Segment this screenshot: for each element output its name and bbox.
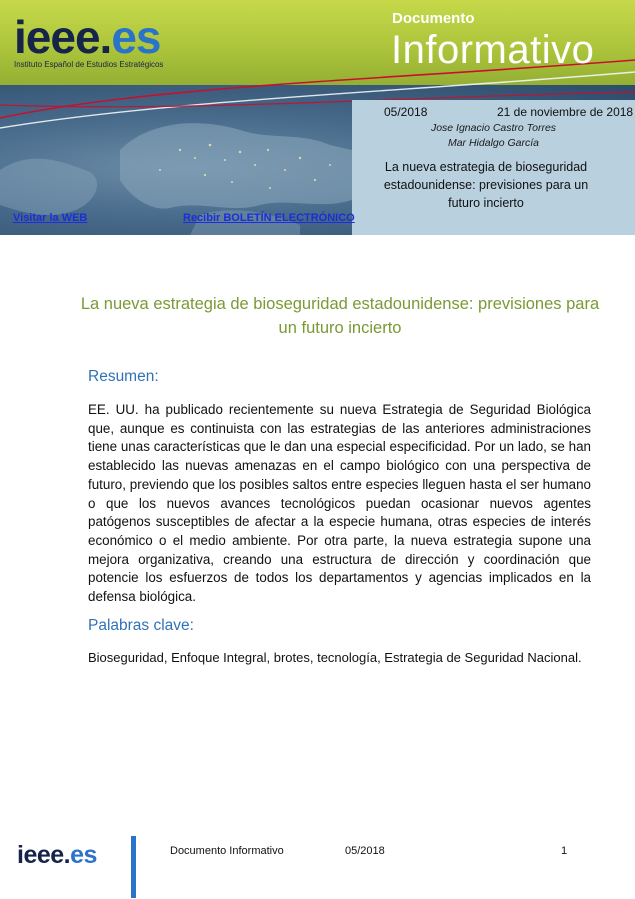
footer-doc-number: 05/2018	[345, 845, 385, 857]
keywords-heading: Palabras clave:	[88, 617, 194, 634]
footer-logo-dark: ieee.	[17, 841, 71, 869]
author-1: Jose Ignacio Castro Torres	[430, 122, 557, 134]
header-banner	[0, 0, 635, 235]
logo-word-light: es	[111, 11, 161, 63]
doc-kind-big: Informativo	[391, 28, 595, 72]
logo-subtitle: Instituto Español de Estudios Estratégicos	[14, 60, 164, 69]
page-number: 1	[561, 845, 568, 857]
footer-divider	[131, 836, 136, 898]
author-2: Mar Hidalgo García	[447, 137, 540, 149]
header-doc-number: 05/2018	[384, 105, 428, 119]
footer-doc-kind: Documento Informativo	[170, 845, 284, 857]
summary-text: EE. UU. ha publicado recientemente su nueva Estrategia de Seguridad Biológica que, aunque es continuista con las estrategias de las anteriores administraciones tiene unas características que le dan una especial especificidad. Por un lado, se han establecido las nuevas amenazas en el campo biológico con una perspectiva de futuro, previendo que los posibles saltos entre especies lleguen hasta el ser humano o que los nuevos avances tecnológicos puedan ocasionar nuevos agentes patógenos susceptibles de afectar a la especie humana, otras especies de interés económico o el medio ambiente. Por otra parte, la nueva estrategia supone una mejora organizativa, creando una estructura de dirección y coordinación que potencie los esfuerzos de todos los departamentos y agencias implicados en la defensa biológica.	[88, 402, 591, 605]
header-date: 21 de noviembre de 2018	[497, 105, 634, 119]
summary-heading: Resumen:	[88, 368, 159, 385]
footer-logo-light: es	[70, 841, 97, 869]
doc-kind-small: Documento	[392, 10, 475, 27]
keywords-text: Bioseguridad, Enfoque Integral, brotes, tecnología, Estrategia de Seguridad Nacional.	[88, 650, 582, 665]
header-title: La nueva estrategia de bioseguridad estadounidense: previsiones para un futuro incierto	[383, 160, 589, 210]
document-title: La nueva estrategia de bioseguridad estadounidense: previsiones para un futuro incierto	[80, 295, 600, 337]
subscribe-bulletin-link[interactable]: Recibir BOLETÍN ELECTRÓNICO	[183, 212, 355, 224]
footer-logo	[17, 841, 97, 870]
ieee-logo	[14, 11, 164, 69]
logo-word-dark: ieee.	[14, 11, 112, 63]
visit-web-link[interactable]: Visitar la WEB	[13, 212, 88, 224]
